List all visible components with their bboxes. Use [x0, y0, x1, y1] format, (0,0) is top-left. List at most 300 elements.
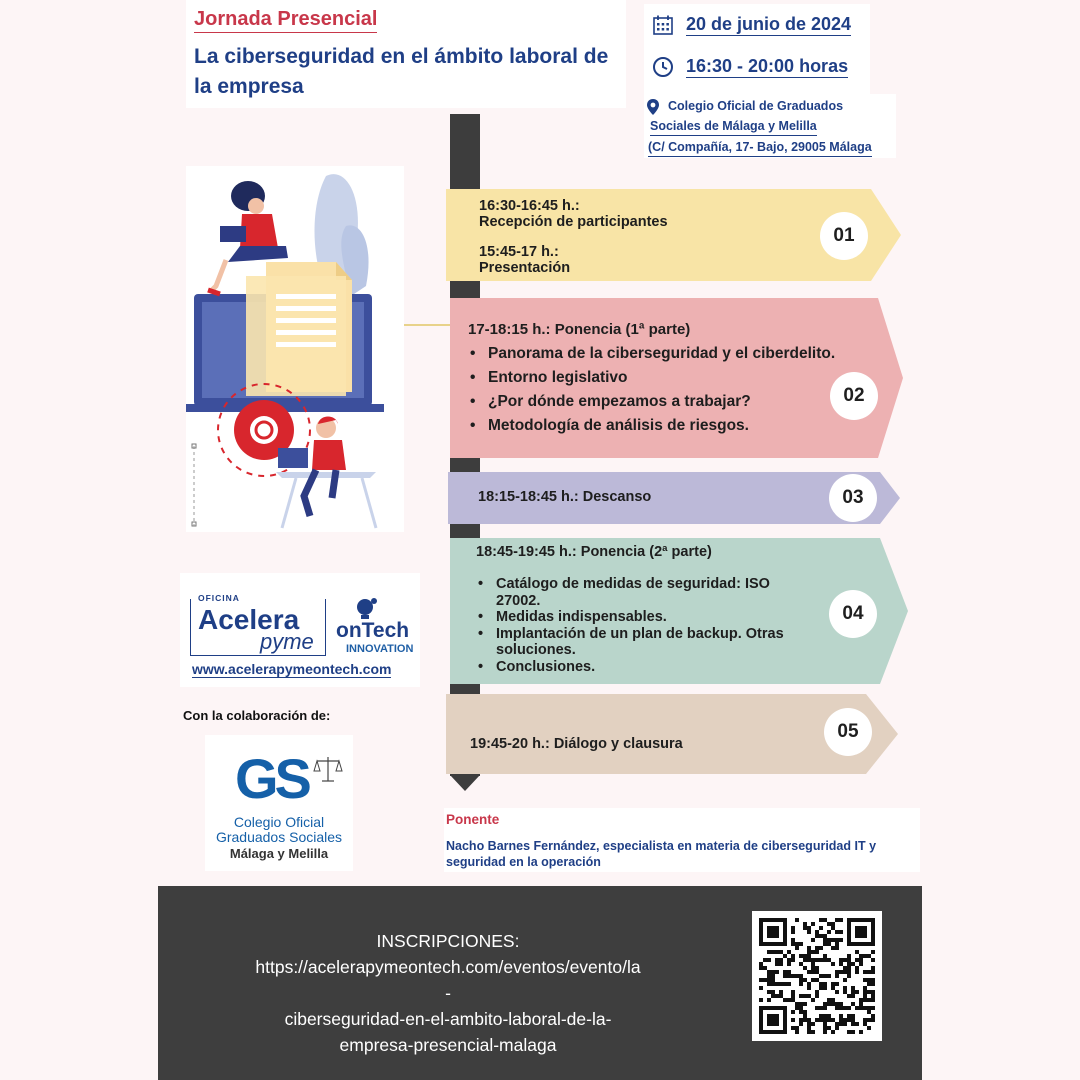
qr-module — [855, 950, 859, 954]
qr-module — [859, 1030, 863, 1034]
acelera-pyme-logo — [180, 573, 420, 687]
date-line — [652, 14, 851, 36]
illustration-art — [186, 166, 404, 532]
qr-module — [811, 998, 815, 1002]
qr-module — [791, 938, 795, 942]
qr-module — [807, 994, 811, 998]
qr-module — [859, 1006, 863, 1010]
qr-module — [863, 986, 867, 990]
qr-module — [831, 986, 835, 990]
qr-module — [815, 958, 819, 962]
qr-module — [851, 994, 855, 998]
qr-module — [827, 1018, 831, 1022]
qr-module — [787, 970, 791, 974]
qr-module — [823, 954, 827, 958]
step-04-item: • Medidas indispensables. — [476, 609, 816, 626]
qr-module — [867, 982, 871, 986]
qr-module — [791, 974, 795, 978]
connector-line — [404, 324, 452, 326]
qr-module — [819, 1014, 823, 1018]
qr-module — [855, 966, 859, 970]
qr-module — [787, 998, 791, 1002]
qr-module — [815, 1006, 819, 1010]
qr-module — [803, 1018, 807, 1022]
clock-icon — [652, 56, 674, 78]
step-02-item: • ¿Por dónde empezamos a trabajar? — [468, 390, 835, 414]
innovation-wordmark: INNOVATION — [346, 643, 414, 655]
qr-module — [799, 1006, 803, 1010]
qr-module — [863, 1006, 867, 1010]
qr-module — [803, 958, 807, 962]
qr-module — [819, 986, 823, 990]
step-number: 02 — [830, 372, 878, 420]
qr-module — [839, 930, 843, 934]
qr-module — [803, 1002, 807, 1006]
qr-module — [831, 1002, 835, 1006]
qr-module — [767, 974, 771, 978]
qr-module — [871, 990, 875, 994]
registration-url-line[interactable]: ciberseguridad-en-el-ambito-laboral-de-la- — [284, 1009, 612, 1029]
qr-module — [811, 1030, 815, 1034]
qr-module — [799, 994, 803, 998]
qr-module — [791, 958, 795, 962]
qr-module — [791, 1026, 795, 1030]
qr-module — [863, 978, 867, 982]
qr-module — [819, 958, 823, 962]
qr-module — [819, 974, 823, 978]
qr-module — [827, 1014, 831, 1018]
qr-module — [803, 1010, 807, 1014]
qr-module — [859, 954, 863, 958]
qr-module — [867, 978, 871, 982]
qr-module — [827, 930, 831, 934]
qr-module — [839, 1018, 843, 1022]
qr-module — [843, 990, 847, 994]
qr-module — [831, 982, 835, 986]
qr-module — [855, 958, 859, 962]
venue-line-3: (C/ Compañía, 17- Bajo, 29005 Málaga — [648, 138, 872, 157]
qr-module — [843, 986, 847, 990]
qr-module — [823, 1018, 827, 1022]
qr-module — [811, 962, 815, 966]
qr-module — [835, 930, 839, 934]
qr-module — [823, 1022, 827, 1026]
qr-module — [799, 942, 803, 946]
qr-module — [835, 946, 839, 950]
step-05-heading: 19:45-20 h.: Diálogo y clausura — [470, 736, 683, 752]
pyme-wordmark: pyme — [260, 629, 314, 654]
qr-module — [771, 982, 775, 986]
qr-module — [819, 1018, 823, 1022]
agenda-step-01 — [446, 189, 901, 281]
qr-module — [831, 1030, 835, 1034]
qr-module — [795, 942, 799, 946]
qr-module — [819, 934, 823, 938]
qr-module — [803, 978, 807, 982]
qr-module — [831, 926, 835, 930]
qr-module — [871, 958, 875, 962]
qr-module — [863, 1018, 867, 1022]
qr-module — [767, 978, 771, 982]
qr-module — [843, 978, 847, 982]
qr-module — [811, 970, 815, 974]
step-02-item: • Metodología de análisis de riesgos. — [468, 414, 835, 438]
step-number: 04 — [829, 590, 877, 638]
registration-text — [198, 928, 698, 1058]
acelera-wordmark: Acelera — [198, 604, 300, 635]
qr-module — [767, 970, 771, 974]
cybersecurity-illustration — [186, 166, 404, 532]
qr-module — [791, 994, 795, 998]
speaker-label: Ponente — [446, 812, 500, 827]
qr-module — [851, 1002, 855, 1006]
qr-module — [779, 950, 783, 954]
qr-module — [795, 918, 799, 922]
qr-module — [859, 998, 863, 1002]
qr-module — [799, 982, 803, 986]
header-card — [186, 0, 626, 108]
qr-module — [859, 958, 863, 962]
date-time-card — [644, 4, 870, 94]
gs-line-2: Graduados Sociales — [215, 829, 343, 845]
qr-module — [851, 990, 855, 994]
step-01-time-1: 16:30-16:45 h.: — [479, 198, 580, 214]
qr-module — [835, 918, 839, 922]
qr-module — [783, 998, 787, 1002]
qr-module — [803, 966, 807, 970]
qr-module — [843, 966, 847, 970]
qr-module — [835, 1002, 839, 1006]
qr-module — [799, 954, 803, 958]
qr-module — [847, 994, 851, 998]
qr-module — [847, 970, 851, 974]
qr-module — [779, 962, 783, 966]
qr-module — [771, 994, 775, 998]
qr-module — [807, 930, 811, 934]
event-time: 16:30 - 20:00 horas — [686, 56, 849, 76]
registration-url-line[interactable]: empresa-presencial-malaga — [339, 1035, 557, 1055]
qr-module — [795, 946, 799, 950]
qr-module — [763, 966, 767, 970]
qr-module — [847, 1014, 851, 1018]
qr-module — [847, 954, 851, 958]
registration-url-line[interactable]: https://acelerapymeontech.com/eventos/evento/la — [255, 957, 641, 977]
qr-module — [815, 978, 819, 982]
registration-url-line[interactable]: - — [445, 983, 451, 1003]
qr-module — [871, 1006, 875, 1010]
qr-module — [799, 962, 803, 966]
qr-module — [871, 970, 875, 974]
acelera-url[interactable]: www.acelerapymeontech.com — [192, 661, 392, 677]
qr-module — [795, 1026, 799, 1030]
event-type: Jornada Presencial — [194, 8, 377, 33]
qr-module — [851, 986, 855, 990]
qr-module — [763, 958, 767, 962]
gs-logo — [205, 735, 353, 871]
qr-module — [855, 1022, 859, 1026]
step-01-desc-1: Recepción de participantes — [479, 214, 668, 230]
qr-module — [831, 946, 835, 950]
step-04-item: • Implantación de un plan de backup. Otras soluciones. — [476, 626, 816, 659]
qr-module — [815, 946, 819, 950]
calendar-icon — [652, 14, 674, 36]
qr-module — [827, 942, 831, 946]
venue-line-2: Sociales de Málaga y Melilla — [650, 117, 817, 136]
time-line — [652, 56, 848, 78]
qr-module — [775, 994, 779, 998]
qr-module — [787, 982, 791, 986]
agenda-step-03 — [448, 472, 900, 524]
step-03-heading: 18:15-18:45 h.: Descanso — [478, 489, 652, 505]
qr-module — [871, 994, 875, 998]
qr-module — [831, 1018, 835, 1022]
qr-code-image — [752, 911, 882, 1041]
qr-module — [803, 1014, 807, 1018]
qr-module — [867, 970, 871, 974]
qr-module — [847, 1006, 851, 1010]
qr-module — [819, 918, 823, 922]
qr-module — [803, 994, 807, 998]
qr-module — [815, 934, 819, 938]
step-02-item: • Panorama de la ciberseguridad y el ciberdelito. — [468, 342, 835, 366]
qr-module — [803, 922, 807, 926]
qr-module — [775, 970, 779, 974]
qr-module — [827, 1002, 831, 1006]
qr-module — [791, 942, 795, 946]
agenda-step-05 — [446, 694, 898, 774]
qr-module — [811, 958, 815, 962]
event-date: 20 de junio de 2024 — [686, 14, 852, 34]
qr-module — [779, 990, 783, 994]
qr-module — [863, 954, 867, 958]
qr-module — [851, 1030, 855, 1034]
qr-module — [787, 974, 791, 978]
qr-module — [839, 1022, 843, 1026]
qr-module — [867, 1026, 871, 1030]
qr-module — [823, 986, 827, 990]
qr-module — [831, 938, 835, 942]
qr-module — [839, 1014, 843, 1018]
qr-module — [823, 1026, 827, 1030]
qr-module — [759, 978, 763, 982]
qr-module — [791, 954, 795, 958]
qr-module — [779, 958, 783, 962]
qr-module — [767, 998, 771, 1002]
qr-module — [835, 1026, 839, 1030]
qr-module — [851, 1014, 855, 1018]
qr-module — [807, 1026, 811, 1030]
qr-module — [835, 942, 839, 946]
qr-module — [803, 954, 807, 958]
agenda-step-04 — [450, 538, 908, 684]
gs-letters: GS — [235, 747, 308, 810]
qr-module — [823, 942, 827, 946]
speaker-card — [444, 808, 920, 872]
qr-module — [839, 918, 843, 922]
qr-module — [811, 1022, 815, 1026]
qr-module — [799, 978, 803, 982]
qr-module — [771, 950, 775, 954]
qr-module — [867, 1010, 871, 1014]
qr-module — [791, 930, 795, 934]
qr-module — [847, 958, 851, 962]
qr-module — [871, 1018, 875, 1022]
speaker-description: Nacho Barnes Fernández, especialista en materia de ciberseguridad IT y seguridad en la operación — [446, 839, 877, 869]
qr-module — [759, 998, 763, 1002]
qr-module — [851, 1018, 855, 1022]
qr-module — [827, 974, 831, 978]
qr-module — [799, 974, 803, 978]
qr-module — [839, 938, 843, 942]
qr-module — [811, 950, 815, 954]
qr-module — [843, 1022, 847, 1026]
qr-module — [807, 1022, 811, 1026]
qr-module — [807, 1030, 811, 1034]
qr-module — [795, 1002, 799, 1006]
qr-module — [791, 1010, 795, 1014]
step-04-item: • Catálogo de medidas de seguridad: ISO 27002. — [476, 576, 816, 609]
qr-module — [823, 1030, 827, 1034]
qr-module — [827, 922, 831, 926]
qr-module — [839, 962, 843, 966]
qr-module — [867, 990, 871, 994]
qr-module — [815, 970, 819, 974]
qr-module — [779, 994, 783, 998]
qr-module — [835, 938, 839, 942]
qr-module — [827, 998, 831, 1002]
qr-module — [791, 990, 795, 994]
gs-line-1: Colegio Oficial — [233, 814, 325, 830]
qr-module — [811, 978, 815, 982]
qr-module — [835, 1022, 839, 1026]
qr-module — [867, 1018, 871, 1022]
qr-module — [791, 998, 795, 1002]
qr-module — [855, 926, 867, 938]
qr-module — [859, 1002, 863, 1006]
qr-module — [839, 1002, 843, 1006]
qr-module — [871, 1014, 875, 1018]
qr-module — [807, 926, 811, 930]
qr-module — [771, 978, 775, 982]
gs-line-3: Málaga y Melilla — [229, 846, 329, 861]
qr-module — [811, 966, 815, 970]
qr-module — [791, 926, 795, 930]
qr-module — [795, 1006, 799, 1010]
qr-module — [823, 918, 827, 922]
qr-module — [847, 962, 851, 966]
qr-module — [807, 986, 811, 990]
qr-module — [811, 938, 815, 942]
qr-module — [815, 990, 819, 994]
qr-module — [835, 970, 839, 974]
qr-module — [823, 1006, 827, 1010]
qr-module — [811, 922, 815, 926]
qr-module — [855, 1006, 859, 1010]
qr-module — [827, 958, 831, 962]
qr-module — [767, 926, 779, 938]
qr-module — [775, 982, 779, 986]
qr-module — [767, 990, 771, 994]
qr-module — [783, 982, 787, 986]
venue-line-1: Colegio Oficial de Graduados — [668, 99, 844, 113]
qr-module — [775, 958, 779, 962]
qr-module — [863, 970, 867, 974]
qr-module — [819, 946, 823, 950]
qr-module — [807, 970, 811, 974]
qr-module — [831, 998, 835, 1002]
qr-module — [839, 958, 843, 962]
qr-module — [851, 1022, 855, 1026]
ontech-bulb-icon — [352, 597, 378, 621]
qr-module — [823, 934, 827, 938]
qr-module — [843, 958, 847, 962]
qr-module — [791, 1018, 795, 1022]
qr-module — [855, 990, 859, 994]
qr-module — [855, 970, 859, 974]
qr-module — [759, 966, 763, 970]
qr-module — [871, 978, 875, 982]
step-number: 05 — [824, 708, 872, 756]
qr-module — [831, 922, 835, 926]
qr-module — [807, 958, 811, 962]
qr-module — [799, 1010, 803, 1014]
ontech-wordmark: onTech — [336, 619, 410, 642]
qr-module — [847, 966, 851, 970]
qr-module — [851, 962, 855, 966]
qr-module — [783, 970, 787, 974]
qr-module — [835, 974, 839, 978]
qr-module — [823, 982, 827, 986]
qr-module — [815, 950, 819, 954]
scales-icon — [313, 755, 343, 783]
qr-module — [843, 970, 847, 974]
qr-module — [787, 962, 791, 966]
qr-module — [807, 982, 811, 986]
qr-module — [863, 998, 867, 1002]
qr-module — [823, 938, 827, 942]
qr-module — [847, 974, 851, 978]
qr-module — [819, 926, 823, 930]
qr-module — [823, 974, 827, 978]
qr-module — [807, 1018, 811, 1022]
qr-module — [835, 990, 839, 994]
qr-module — [787, 950, 791, 954]
qr-module — [867, 954, 871, 958]
qr-module — [843, 1006, 847, 1010]
qr-module — [823, 1002, 827, 1006]
qr-module — [775, 950, 779, 954]
step-04-item: • Conclusiones. — [476, 659, 816, 676]
venue-card — [644, 94, 896, 158]
qr-module — [779, 982, 783, 986]
qr-module — [835, 1006, 839, 1010]
step-02-heading: 17-18:15 h.: Ponencia (1ª parte) — [468, 321, 691, 338]
qr-module — [799, 1022, 803, 1026]
qr-module — [823, 958, 827, 962]
qr-module — [771, 974, 775, 978]
qr-code[interactable] — [752, 911, 882, 1041]
qr-module — [783, 974, 787, 978]
collaboration-label: Con la colaboración de: — [183, 708, 331, 723]
qr-module — [799, 1002, 803, 1006]
qr-module — [839, 1006, 843, 1010]
step-02-item: • Entorno legislativo — [468, 366, 835, 390]
agenda-step-02 — [450, 298, 903, 458]
qr-module — [803, 926, 807, 930]
qr-module — [839, 970, 843, 974]
qr-module — [871, 998, 875, 1002]
qr-module — [783, 954, 787, 958]
